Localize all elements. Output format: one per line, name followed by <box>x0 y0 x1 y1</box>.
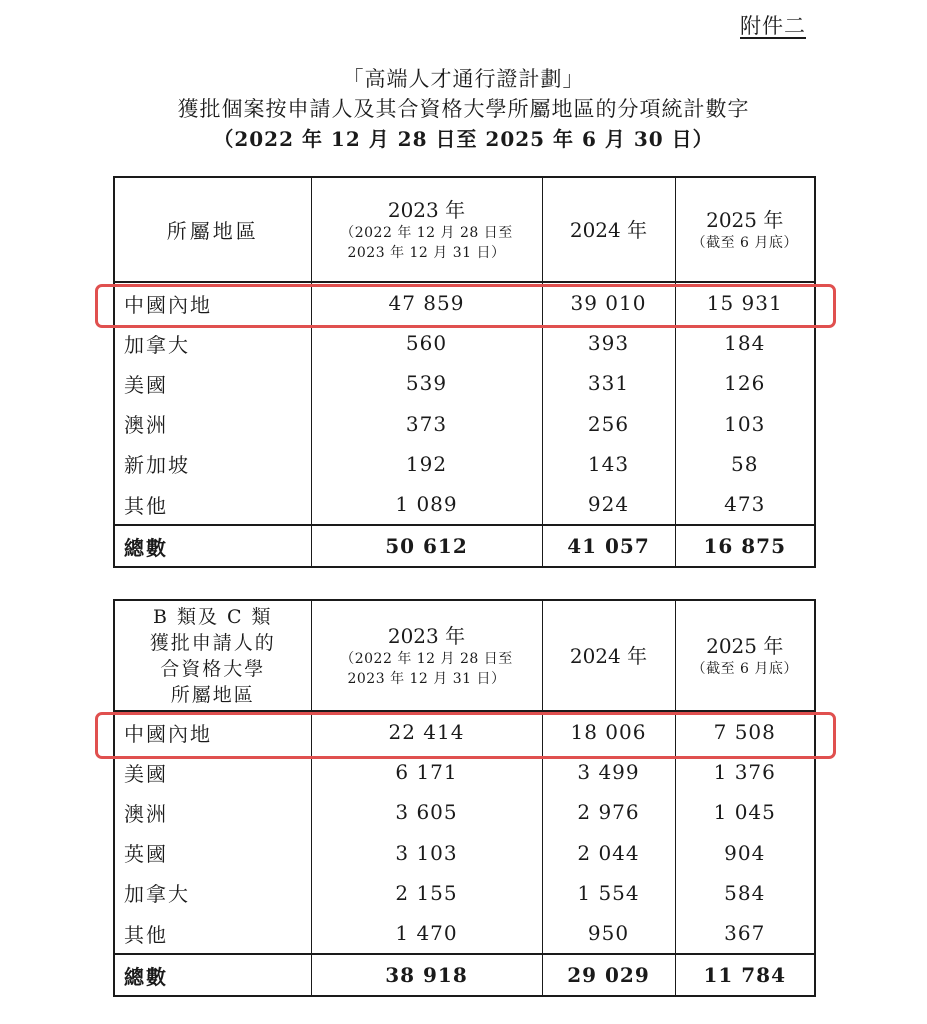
total-2023-cell: 50 612 <box>311 525 542 567</box>
region-cell: 美國 <box>114 363 311 403</box>
region-cell: 英國 <box>114 833 311 873</box>
value-2025-cell: 584 <box>675 873 815 913</box>
year-2023-column-header <box>311 177 542 282</box>
value-2023-cell: 3 103 <box>311 833 542 873</box>
value-2023-cell: 2 155 <box>311 873 542 913</box>
year-2023-label: 2023 年 <box>387 623 466 648</box>
region-cell: 澳洲 <box>114 404 311 444</box>
category-bc-university-region-table <box>113 599 816 997</box>
year-2025-period: （截至 6 月底） <box>691 660 798 677</box>
value-2025-cell: 367 <box>675 913 815 954</box>
table-row <box>114 363 815 403</box>
value-2024-cell: 256 <box>542 404 675 444</box>
document-title <box>0 64 927 154</box>
table-row <box>114 792 815 832</box>
value-2023-cell: 192 <box>311 444 542 484</box>
year-2024-column-header <box>542 177 675 282</box>
value-2025-cell: 15 931 <box>675 282 815 323</box>
region-cell: 中國內地 <box>114 282 311 323</box>
approved-cases-by-region-table <box>113 176 816 568</box>
value-2024-cell: 1 554 <box>542 873 675 913</box>
value-2025-cell: 1 045 <box>675 792 815 832</box>
region-cell: 加拿大 <box>114 873 311 913</box>
total-label-cell: 總數 <box>114 954 311 996</box>
region-cell: 中國內地 <box>114 711 311 752</box>
annex-label: 附件二 <box>740 14 806 38</box>
value-2023-cell: 1 470 <box>311 913 542 954</box>
total-2024-cell: 41 057 <box>542 525 675 567</box>
region-cell: 美國 <box>114 752 311 792</box>
region-header-line-3: 合資格大學 <box>160 657 266 680</box>
value-2023-cell: 560 <box>311 323 542 363</box>
value-2024-cell: 18 006 <box>542 711 675 752</box>
value-2024-cell: 3 499 <box>542 752 675 792</box>
region-cell: 其他 <box>114 484 311 525</box>
region-column-header <box>114 600 311 711</box>
value-2025-cell: 126 <box>675 363 815 403</box>
year-2023-label: 2023 年 <box>387 197 466 222</box>
table-header-row <box>114 177 815 282</box>
total-row <box>114 525 815 567</box>
year-2023-period-line2: 2023 年 12 月 31 日） <box>347 244 506 261</box>
table-row <box>114 282 815 323</box>
total-2025-cell: 16 875 <box>675 525 815 567</box>
total-2025-cell: 11 784 <box>675 954 815 996</box>
year-2025-column-header <box>675 177 815 282</box>
year-2024-label: 2024 年 <box>569 217 648 242</box>
year-2023-column-header <box>311 600 542 711</box>
value-2025-cell: 904 <box>675 833 815 873</box>
region-cell: 澳洲 <box>114 792 311 832</box>
title-date-range: （2022 年 12 月 28 日至 2025 年 6 月 30 日） <box>213 127 714 151</box>
value-2024-cell: 39 010 <box>542 282 675 323</box>
region-header-line-1: B 類及 C 類 <box>152 605 273 628</box>
total-label-cell: 總數 <box>114 525 311 567</box>
table-row <box>114 873 815 913</box>
value-2025-cell: 473 <box>675 484 815 525</box>
title-line-1: 「高端人才通行證計劃」 <box>342 67 585 91</box>
value-2023-cell: 1 089 <box>311 484 542 525</box>
value-2024-cell: 950 <box>542 913 675 954</box>
year-2025-period: （截至 6 月底） <box>691 234 798 251</box>
table-row <box>114 444 815 484</box>
table-row <box>114 404 815 444</box>
value-2024-cell: 393 <box>542 323 675 363</box>
value-2025-cell: 103 <box>675 404 815 444</box>
region-cell: 其他 <box>114 913 311 954</box>
total-2023-cell: 38 918 <box>311 954 542 996</box>
title-line-2: 獲批個案按申請人及其合資格大學所屬地區的分項統計數字 <box>177 97 750 121</box>
region-cell: 新加坡 <box>114 444 311 484</box>
value-2024-cell: 2 976 <box>542 792 675 832</box>
year-2025-label: 2025 年 <box>706 207 784 232</box>
table-row <box>114 752 815 792</box>
table-header-row <box>114 600 815 711</box>
region-cell: 加拿大 <box>114 323 311 363</box>
region-header-line-4: 所屬地區 <box>170 683 255 706</box>
year-2025-label: 2025 年 <box>706 633 784 658</box>
value-2023-cell: 6 171 <box>311 752 542 792</box>
year-2024-label: 2024 年 <box>569 643 648 668</box>
value-2024-cell: 331 <box>542 363 675 403</box>
total-2024-cell: 29 029 <box>542 954 675 996</box>
year-2023-period-line1: （2022 年 12 月 28 日至 <box>340 650 513 667</box>
total-row <box>114 954 815 996</box>
table-row <box>114 913 815 954</box>
value-2024-cell: 2 044 <box>542 833 675 873</box>
year-2024-column-header <box>542 600 675 711</box>
region-column-header: 所屬地區 <box>114 177 311 282</box>
region-header-line-2: 獲批申請人的 <box>149 631 276 654</box>
table-row <box>114 833 815 873</box>
value-2023-cell: 3 605 <box>311 792 542 832</box>
table-row <box>114 484 815 525</box>
value-2025-cell: 58 <box>675 444 815 484</box>
year-2023-period-line2: 2023 年 12 月 31 日） <box>347 670 506 687</box>
table-row <box>114 711 815 752</box>
value-2023-cell: 373 <box>311 404 542 444</box>
value-2023-cell: 539 <box>311 363 542 403</box>
value-2024-cell: 924 <box>542 484 675 525</box>
year-2023-period-line1: （2022 年 12 月 28 日至 <box>340 224 513 241</box>
value-2025-cell: 184 <box>675 323 815 363</box>
value-2025-cell: 1 376 <box>675 752 815 792</box>
value-2024-cell: 143 <box>542 444 675 484</box>
value-2023-cell: 47 859 <box>311 282 542 323</box>
value-2023-cell: 22 414 <box>311 711 542 752</box>
value-2025-cell: 7 508 <box>675 711 815 752</box>
table-row <box>114 323 815 363</box>
year-2025-column-header <box>675 600 815 711</box>
